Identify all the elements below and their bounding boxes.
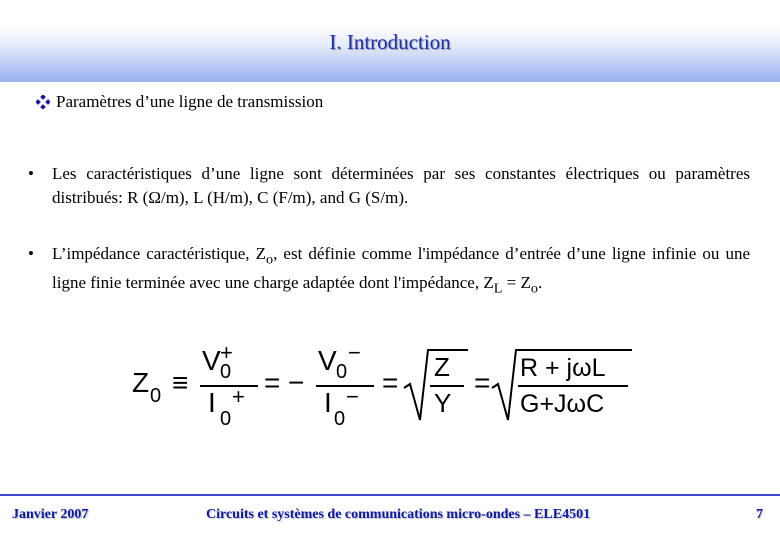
svg-text:0: 0	[220, 408, 232, 430]
svg-text:0: 0	[336, 361, 348, 383]
footer-date: Janvier 2007	[12, 507, 89, 522]
svg-text:−: −	[288, 367, 305, 398]
bullet-text: L’impédance caractéristique, $Z_o$, est définie comme l'impédance d’entrée d’une ligne infinie ou une ligne finie terminée avec une charge adaptée dont l'impédance, $Z_L = Z_o$.	[52, 244, 750, 297]
bullet-text: Les caractéristiques d’une ligne sont déterminées par ses constantes électriques ou paramètres distribués: R (Ω/m), L (H/m), C (F/m), and G (S/m).	[52, 164, 750, 207]
svg-text:=: =	[382, 367, 399, 398]
svg-text:=: =	[474, 367, 491, 398]
svg-text:=: =	[264, 367, 281, 398]
svg-text:−: −	[348, 340, 361, 365]
svg-text:R + jωL: R + jωL	[520, 354, 606, 382]
svg-text:0: 0	[334, 408, 346, 430]
svg-text:G+JωC: G+JωC	[520, 390, 605, 418]
svg-text:−: −	[346, 384, 359, 409]
bullet-marker: •	[28, 164, 34, 183]
svg-text:Z: Z	[434, 352, 450, 382]
impedance-formula	[128, 340, 638, 432]
svg-text:Y: Y	[434, 388, 452, 418]
section-heading	[36, 92, 323, 112]
svg-text:+: +	[232, 384, 245, 409]
page-number: 7	[756, 507, 763, 522]
section-title: Paramètres d’une ligne de transmission	[56, 92, 324, 111]
diamond-bullet-icon	[36, 95, 50, 109]
bullet-marker: •	[28, 244, 34, 263]
footer-rule	[0, 494, 780, 496]
svg-text:I: I	[324, 387, 332, 418]
formula-equiv: ≡	[172, 367, 189, 398]
svg-text:+: +	[220, 340, 233, 365]
bullet-item	[28, 242, 750, 301]
bullet-item	[28, 162, 750, 210]
formula-z: Z	[132, 367, 150, 398]
svg-text:0: 0	[150, 385, 162, 407]
svg-text:V: V	[202, 345, 221, 376]
svg-text:V: V	[318, 345, 337, 376]
slide-title: I. Introduction	[329, 30, 451, 54]
footer-course: Circuits et systèmes de communications micro-ondes – ELE4501	[206, 507, 591, 522]
slide-header	[0, 0, 780, 82]
svg-text:I: I	[208, 387, 216, 418]
svg-text:0: 0	[220, 361, 232, 383]
